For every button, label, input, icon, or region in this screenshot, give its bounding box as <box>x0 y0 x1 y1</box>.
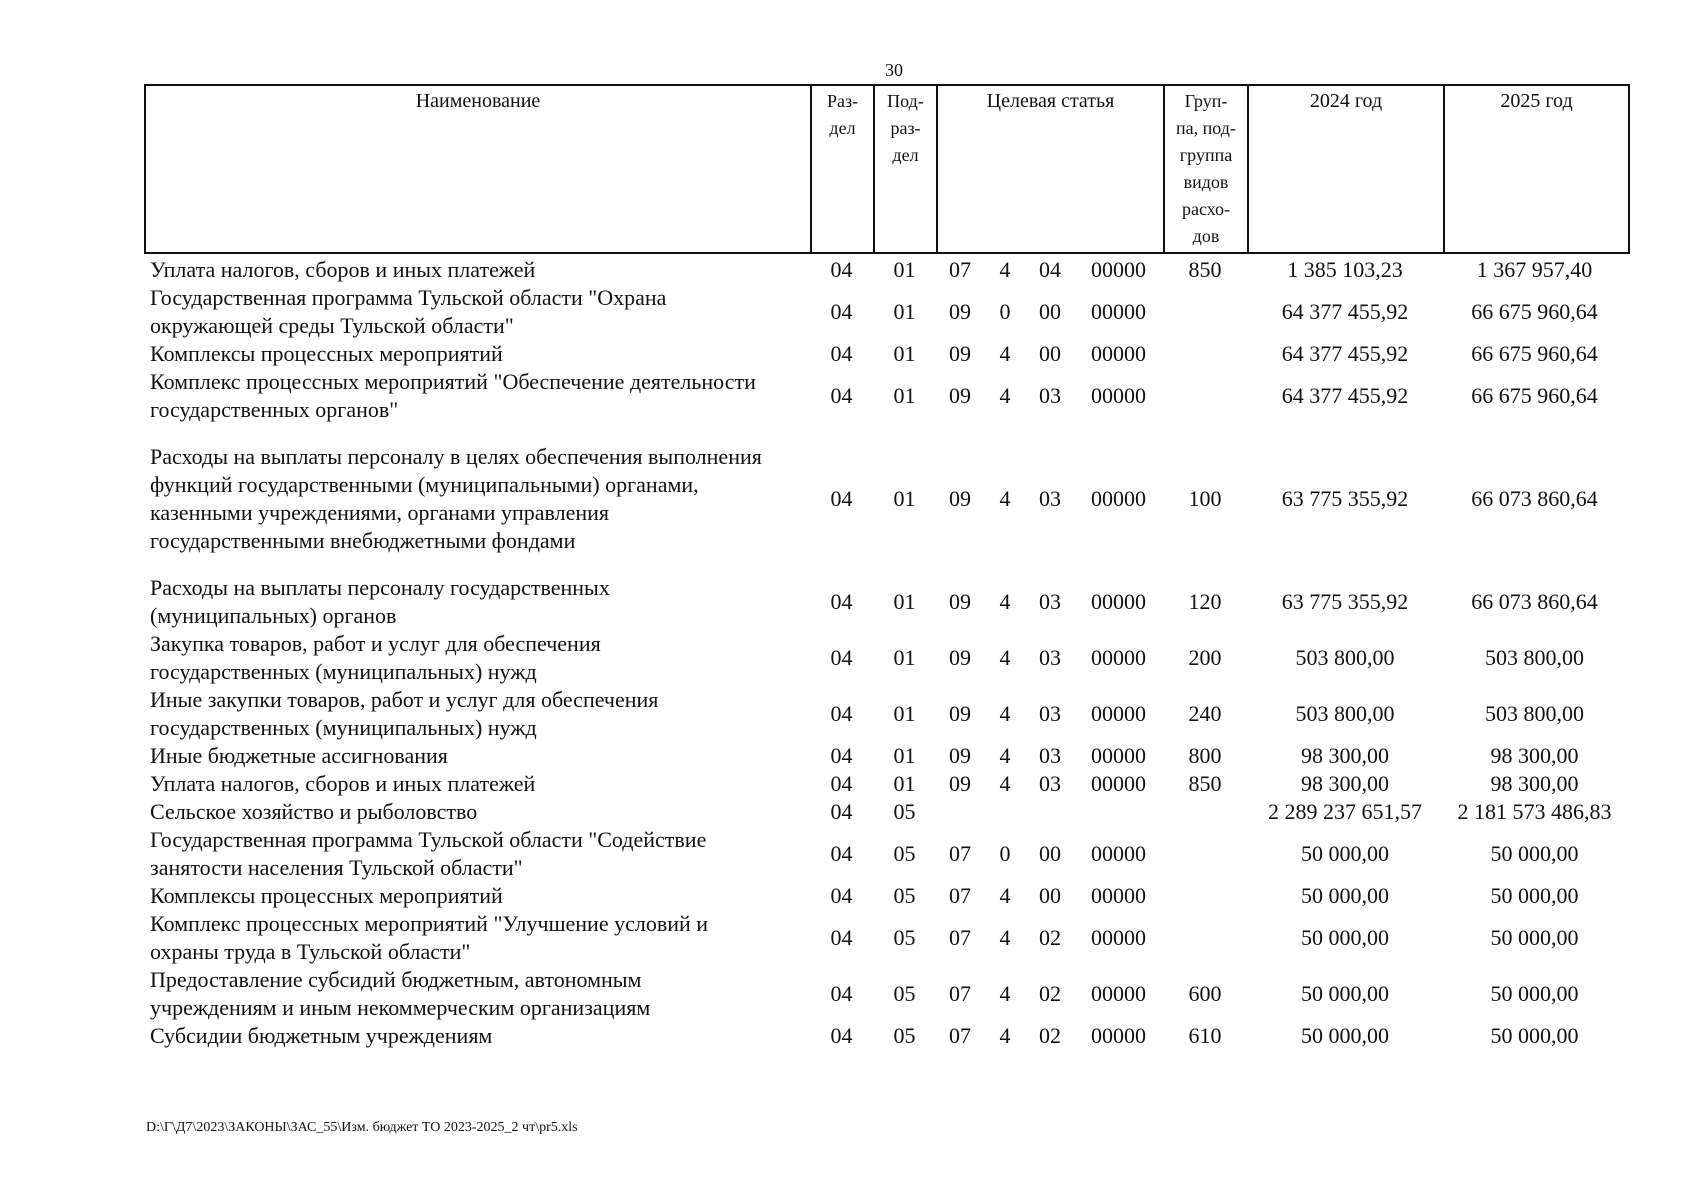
row-razdel: 04 <box>830 645 853 670</box>
row-amount-2025: 503 800,00 <box>1485 701 1584 726</box>
row-amount-2025: 50 000,00 <box>1490 883 1579 908</box>
table-row <box>146 686 1626 742</box>
table-row <box>146 630 1626 686</box>
row-target-type: 4 <box>999 257 1011 282</box>
row-amount-2024: 63 775 355,92 <box>1281 589 1409 614</box>
row-name: Комплексы процессных мероприятий <box>150 341 503 366</box>
row-target-program: 09 <box>949 743 971 768</box>
row-amount-2024: 1 385 103,23 <box>1287 257 1403 282</box>
row-amount-2025: 66 675 960,64 <box>1471 341 1598 366</box>
row-expense-group: 600 <box>1188 981 1222 1006</box>
row-expense-group: 240 <box>1188 701 1222 726</box>
row-target-program: 07 <box>949 925 971 950</box>
table-row <box>146 256 1626 284</box>
row-amount-2025: 1 367 957,40 <box>1476 257 1593 282</box>
row-amount-2025: 66 675 960,64 <box>1471 383 1598 408</box>
table-row <box>146 284 1626 340</box>
row-name: Иные бюджетные ассигнования <box>150 743 448 768</box>
row-expense-group: 800 <box>1188 743 1222 768</box>
row-target-direction: 00000 <box>1091 1023 1146 1048</box>
row-target-complex: 00 <box>1039 299 1061 324</box>
row-podrazdel: 05 <box>893 883 916 908</box>
row-target-direction: 00000 <box>1091 341 1146 366</box>
row-target-direction: 00000 <box>1091 257 1146 282</box>
row-expense-group: 100 <box>1188 486 1222 511</box>
row-amount-2024: 98 300,00 <box>1301 771 1389 796</box>
row-target-complex: 00 <box>1039 341 1061 366</box>
row-amount-2024: 50 000,00 <box>1301 883 1389 908</box>
row-name: Расходы на выплаты персоналу государственных (муниципальных) органов <box>150 575 610 628</box>
header-group: Груп- па, под- группа видов расхо- дов <box>1164 85 1248 253</box>
row-expense-group: 200 <box>1188 645 1222 670</box>
row-target-program: 09 <box>949 589 971 614</box>
row-target-type: 0 <box>999 299 1011 324</box>
row-target-program: 07 <box>949 841 971 866</box>
table-row <box>146 742 1626 770</box>
row-target-type: 4 <box>999 383 1011 408</box>
row-target-complex: 03 <box>1039 743 1061 768</box>
row-razdel: 04 <box>830 701 853 726</box>
table-row <box>146 798 1626 826</box>
row-razdel: 04 <box>830 799 853 824</box>
row-razdel: 04 <box>830 589 853 614</box>
table-row <box>146 826 1626 882</box>
row-name: Предоставление субсидий бюджетным, автономным учреждениям и иным некоммерческим организациям <box>150 967 651 1020</box>
row-podrazdel: 01 <box>893 701 916 726</box>
row-expense-group <box>1163 882 1247 910</box>
row-name: Иные закупки товаров, работ и услуг для обеспечения государственных (муниципальных) нужд <box>150 687 659 740</box>
row-amount-2025: 66 073 860,64 <box>1471 589 1598 614</box>
row-name: Субсидии бюджетным учреждениям <box>150 1023 493 1048</box>
row-expense-group <box>1163 368 1247 429</box>
row-amount-2024: 64 377 455,92 <box>1281 341 1409 366</box>
row-name: Расходы на выплаты персоналу в целях обеспечения выполнения функций государственными (муниципальными) органами, казенными учреждениями, органами управления государственными внебюджетными фондами <box>150 444 762 553</box>
row-razdel: 04 <box>830 257 853 282</box>
header-2025: 2025 год <box>1444 85 1629 253</box>
table-row <box>146 340 1626 368</box>
file-path-footer: D:\Г\Д7\2023\ЗАКОНЫ\ЗАС_55\Изм. бюджет ТО 2023-2025_2 чт\pr5.xls <box>146 1120 578 1135</box>
table-row <box>146 429 1626 569</box>
row-razdel: 04 <box>830 883 853 908</box>
row-target-type: 0 <box>999 841 1011 866</box>
row-amount-2024: 503 800,00 <box>1295 701 1395 726</box>
row-target-type: 4 <box>999 883 1011 908</box>
row-target-program: 09 <box>949 645 971 670</box>
row-target-program: 09 <box>949 771 971 796</box>
row-name: Уплата налогов, сборов и иных платежей <box>150 771 536 796</box>
row-razdel: 04 <box>830 486 853 511</box>
row-razdel: 04 <box>830 299 853 324</box>
row-target-direction: 00000 <box>1091 589 1146 614</box>
row-target-direction: 00000 <box>1091 981 1146 1006</box>
row-razdel: 04 <box>830 341 853 366</box>
row-target-type: 4 <box>999 743 1011 768</box>
row-name: Уплата налогов, сборов и иных платежей <box>150 257 536 282</box>
row-name: Комплекс процессных мероприятий "Улучшение условий и охраны труда в Тульской области" <box>150 911 709 964</box>
row-target-complex: 03 <box>1039 645 1061 670</box>
header-razdel: Раз- дел <box>811 85 874 253</box>
row-expense-group <box>1163 910 1247 966</box>
row-amount-2025: 50 000,00 <box>1490 1023 1579 1048</box>
table-row <box>146 882 1626 910</box>
row-target-direction: 00000 <box>1091 883 1146 908</box>
row-podrazdel: 01 <box>893 743 916 768</box>
row-expense-group <box>1163 798 1247 826</box>
row-razdel: 04 <box>830 743 853 768</box>
row-target-complex: 04 <box>1039 257 1061 282</box>
row-podrazdel: 01 <box>893 486 916 511</box>
row-target-program: 07 <box>949 883 971 908</box>
row-amount-2024: 50 000,00 <box>1301 981 1389 1006</box>
row-expense-group <box>1163 826 1247 882</box>
row-podrazdel: 01 <box>893 341 916 366</box>
row-target-type: 4 <box>999 486 1011 511</box>
row-amount-2024: 50 000,00 <box>1301 841 1389 866</box>
table-row <box>146 569 1626 630</box>
row-target-complex: 03 <box>1039 589 1061 614</box>
row-target-direction: 00000 <box>1091 743 1146 768</box>
row-expense-group: 610 <box>1188 1023 1222 1048</box>
row-target-type: 4 <box>999 645 1011 670</box>
row-target-complex: 03 <box>1039 486 1061 511</box>
row-target-program: 09 <box>949 486 971 511</box>
row-target-complex: 00 <box>1039 883 1061 908</box>
row-amount-2025: 50 000,00 <box>1490 841 1579 866</box>
row-podrazdel: 05 <box>893 925 916 950</box>
row-amount-2025: 98 300,00 <box>1490 771 1579 796</box>
row-amount-2024: 503 800,00 <box>1295 645 1395 670</box>
table-body <box>146 256 1626 1050</box>
row-amount-2024: 2 289 237 651,57 <box>1268 799 1422 824</box>
row-amount-2025: 50 000,00 <box>1490 981 1579 1006</box>
row-razdel: 04 <box>830 1023 853 1048</box>
row-target-complex: 02 <box>1039 981 1061 1006</box>
row-expense-group <box>1163 284 1247 340</box>
table-row <box>146 770 1626 798</box>
row-target-type: 4 <box>999 925 1011 950</box>
row-target-direction: 00000 <box>1091 299 1146 324</box>
row-target-program: 09 <box>949 299 971 324</box>
row-podrazdel: 01 <box>893 645 916 670</box>
row-podrazdel: 05 <box>893 799 916 824</box>
row-target-program: 07 <box>949 257 971 282</box>
row-razdel: 04 <box>830 925 853 950</box>
row-podrazdel: 01 <box>893 771 916 796</box>
header-podrazdel: Под- раз- дел <box>874 85 937 253</box>
row-target-type: 4 <box>999 981 1011 1006</box>
row-razdel: 04 <box>830 981 853 1006</box>
row-target-direction <box>1074 798 1163 826</box>
table-row <box>146 368 1626 429</box>
row-razdel: 04 <box>830 841 853 866</box>
row-name: Сельское хозяйство и рыболовство <box>150 799 478 824</box>
row-target-complex: 02 <box>1039 1023 1061 1048</box>
row-podrazdel: 01 <box>893 257 916 282</box>
row-target-program: 09 <box>949 701 971 726</box>
table-row <box>146 1022 1626 1050</box>
row-target-program: 07 <box>949 981 971 1006</box>
row-target-type: 4 <box>999 1023 1011 1048</box>
row-amount-2025: 66 073 860,64 <box>1471 486 1598 511</box>
table-header <box>144 84 1630 254</box>
row-name: Комплексы процессных мероприятий <box>150 883 503 908</box>
row-podrazdel: 05 <box>893 981 916 1006</box>
row-podrazdel: 05 <box>893 841 916 866</box>
row-expense-group <box>1163 340 1247 368</box>
row-target-complex: 02 <box>1039 925 1061 950</box>
row-amount-2025: 503 800,00 <box>1485 645 1584 670</box>
row-target-direction: 00000 <box>1091 925 1146 950</box>
row-target-program: 09 <box>949 341 971 366</box>
row-razdel: 04 <box>830 383 853 408</box>
row-name: Комплекс процессных мероприятий "Обеспечение деятельности государственных органов" <box>150 369 756 422</box>
row-target-program: 07 <box>949 1023 971 1048</box>
row-target-program: 09 <box>949 383 971 408</box>
page-number: 30 <box>885 60 903 80</box>
row-target-direction: 00000 <box>1091 771 1146 796</box>
row-expense-group: 120 <box>1188 589 1222 614</box>
table-row <box>146 966 1626 1022</box>
row-target-complex: 03 <box>1039 383 1061 408</box>
row-target-direction: 00000 <box>1091 645 1146 670</box>
row-razdel: 04 <box>830 771 853 796</box>
row-target-direction: 00000 <box>1091 383 1146 408</box>
row-amount-2024: 64 377 455,92 <box>1281 299 1409 324</box>
row-target-type <box>984 798 1026 826</box>
row-amount-2024: 98 300,00 <box>1301 743 1389 768</box>
row-name: Закупка товаров, работ и услуг для обеспечения государственных (муниципальных) нужд <box>150 631 601 684</box>
row-name: Государственная программа Тульской области "Охрана окружающей среды Тульской области" <box>150 285 667 338</box>
row-target-complex: 00 <box>1039 841 1061 866</box>
row-podrazdel: 01 <box>893 589 916 614</box>
header-name: Наименование <box>145 85 811 253</box>
row-name: Государственная программа Тульской области "Содействие занятости населения Тульской области" <box>150 827 707 880</box>
table-row <box>146 910 1626 966</box>
header-2024: 2024 год <box>1248 85 1444 253</box>
row-podrazdel: 01 <box>893 383 916 408</box>
row-target-type: 4 <box>999 589 1011 614</box>
row-amount-2025: 66 675 960,64 <box>1471 299 1598 324</box>
row-target-complex: 03 <box>1039 701 1061 726</box>
row-target-program <box>936 798 984 826</box>
row-target-type: 4 <box>999 341 1011 366</box>
row-target-complex <box>1026 798 1074 826</box>
row-amount-2025: 2 181 573 486,83 <box>1457 799 1612 824</box>
row-amount-2024: 64 377 455,92 <box>1281 383 1409 408</box>
row-expense-group: 850 <box>1188 257 1222 282</box>
row-amount-2025: 50 000,00 <box>1490 925 1579 950</box>
row-amount-2024: 63 775 355,92 <box>1281 486 1409 511</box>
row-podrazdel: 01 <box>893 299 916 324</box>
row-podrazdel: 05 <box>893 1023 916 1048</box>
row-target-type: 4 <box>999 771 1011 796</box>
header-target: Целевая статья <box>937 85 1164 253</box>
row-target-direction: 00000 <box>1091 486 1146 511</box>
row-amount-2025: 98 300,00 <box>1490 743 1579 768</box>
row-target-direction: 00000 <box>1091 841 1146 866</box>
row-target-type: 4 <box>999 701 1011 726</box>
row-target-direction: 00000 <box>1091 701 1146 726</box>
row-amount-2024: 50 000,00 <box>1301 1023 1389 1048</box>
row-expense-group: 850 <box>1188 771 1222 796</box>
row-target-complex: 03 <box>1039 771 1061 796</box>
row-amount-2024: 50 000,00 <box>1301 925 1389 950</box>
